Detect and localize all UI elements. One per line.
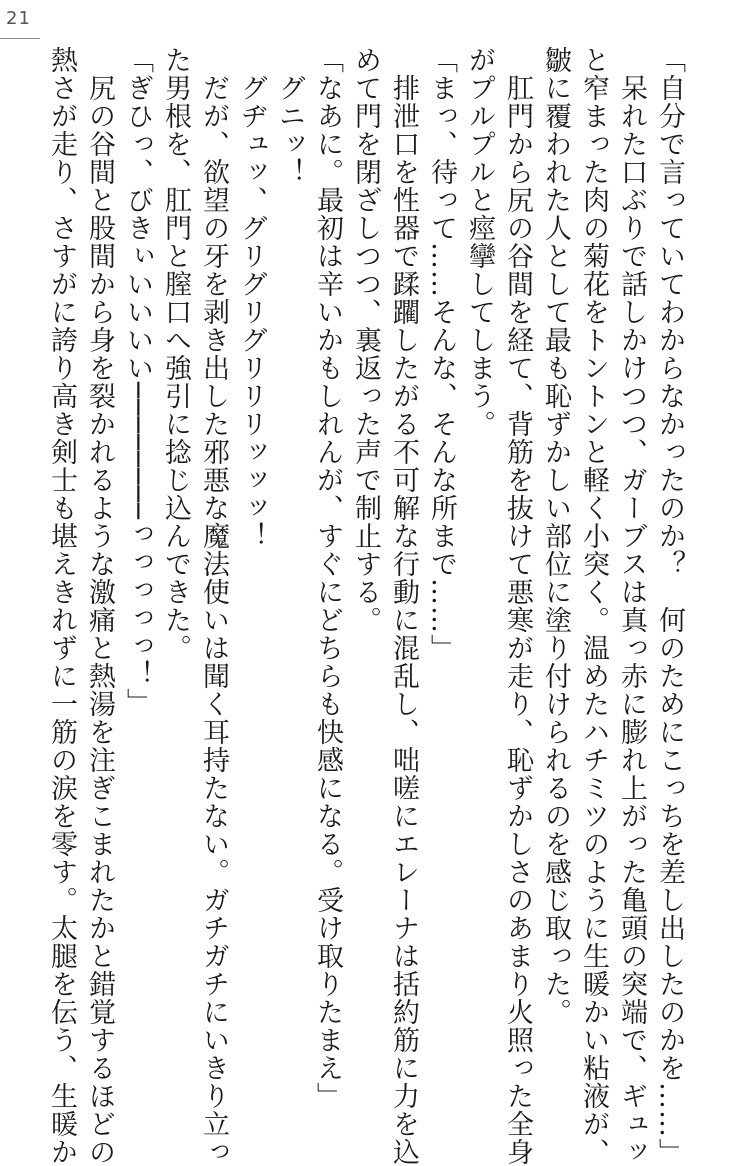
text-column: 「ぎひっ、びきぃいいいい────────っっっっっ！」 — [122, 46, 153, 717]
text-column: がプルプルと痙攣してしまう。 — [464, 46, 495, 438]
page-number-rule — [0, 38, 40, 39]
text-column: 「なあに。最初は辛いかもしれんが、すぐにどちらも快感になる。受け取りたまえ」 — [312, 46, 343, 1110]
text-column: めて門を閉ざしつつ、裏返った声で制止する。 — [350, 46, 381, 634]
text-column: 「自分で言っていてわからなかったのか？ 何のためにこっちを差し出したのかを……」 — [654, 46, 685, 1166]
text-column: 肛門から尻の谷間を経て、背筋を抜けて悪寒が走り、恥ずかしさのあまり火照った全身 — [502, 46, 533, 1166]
text-column: と窄まった肉の菊花をトントンと軽く小突く。温めたハチミツのように生暖かい粘液が、 — [578, 46, 609, 1166]
text-column: 「まっ、待って……そんな、そんな所まで……」 — [426, 46, 457, 662]
novel-text-body — [42, 46, 688, 1166]
text-column: グニッ！ — [274, 46, 305, 186]
text-column: 熱さが走り、さすがに誇り高き剣士も堪えきれずに一筋の涙を零す。太腿を伝う、生暖か — [46, 46, 77, 1166]
text-column: 呆れた口ぶりで話しかけつつ、ガーブスは真っ赤に膨れ上がった亀頭の突端で、ギュッ — [616, 46, 647, 1166]
text-column: 排泄口を性器で蹂躙したがる不可解な行動に混乱し、咄嗟にエレーナは括約筋に力を込 — [388, 46, 419, 1166]
text-column: た男根を、肛門と膣口へ強引に捻じ込んできた。 — [160, 46, 191, 662]
text-column: だが、欲望の牙を剥き出した邪悪な魔法使いは聞く耳持たない。ガチガチにいきり立っ — [198, 46, 229, 1166]
page-number: 21 — [6, 8, 31, 29]
text-column: 尻の谷間と股間から身を裂かれるような激痛と熱湯を注ぎこまれたかと錯覚するほどの — [84, 46, 115, 1166]
text-column: 皺に覆われた人として最も恥ずかしい部位に塗り付けられるのを感じ取った。 — [540, 46, 571, 1026]
text-column: グヂュッ、グリグリグリリリッッッ！ — [236, 46, 267, 550]
